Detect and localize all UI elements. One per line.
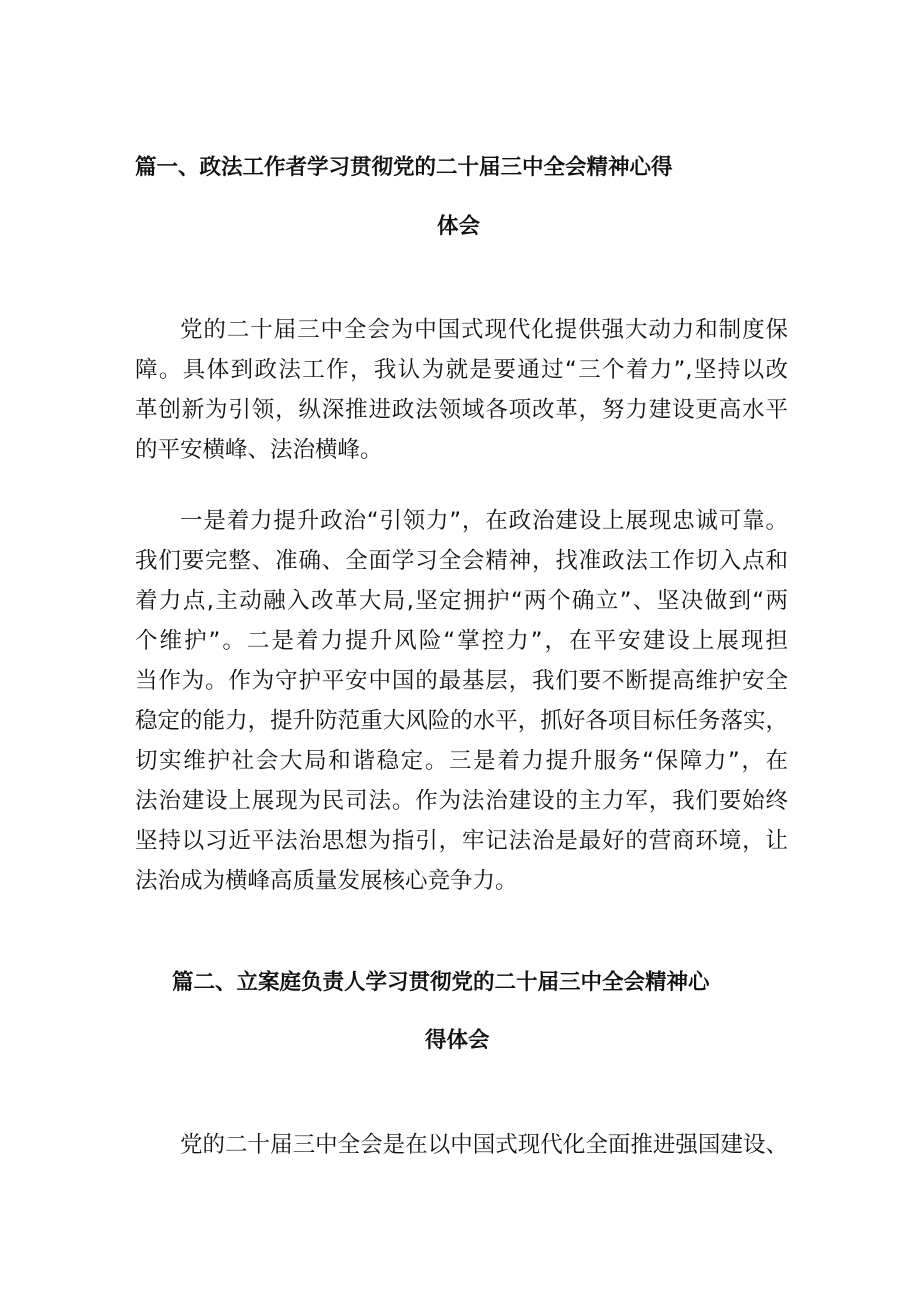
paragraph-line: 的平安横峰、法治横峰。 (135, 437, 383, 463)
paragraph-line: 当作为。作为守护平安中国的最基层，我们要不断提高维护安全 (135, 668, 788, 694)
paragraph-line: 党的二十届三中全会为中国式现代化提供强大动力和制度保 (180, 317, 788, 343)
paragraph-line: 法治成为横峰高质量发展核心竞争力。 (135, 868, 518, 894)
paragraph-line: 障。具体到政法工作，我认为就是要通过“三个着力”,坚持以改 (135, 357, 788, 383)
paragraph-line: 法治建设上展现为民司法。作为法治建设的主力军，我们要始终 (135, 788, 788, 814)
paragraph-line: 革创新为引领，纵深推进政法领域各项改革，努力建设更高水平 (135, 397, 788, 423)
section2-title-line1: 篇二、立案庭负责人学习贯彻党的二十届三中全会精神心 (172, 970, 710, 995)
section1-title-line1: 篇一、政法工作者学习贯彻党的二十届三中全会精神心得 (135, 155, 673, 180)
paragraph-line: 切实维护社会大局和谐稳定。三是着力提升服务“保障力”，在 (135, 748, 788, 774)
paragraph-line: 稳定的能力，提升防范重大风险的水平，抓好各项目标任务落实， (135, 708, 788, 734)
paragraph-line: 坚持以习近平法治思想为指引，牢记法治是最好的营商环境，让 (135, 828, 788, 854)
paragraph-line: 党的二十届三中全会是在以中国式现代化全面推进强国建设、 (180, 1132, 788, 1158)
paragraph-line: 我们要完整、准确、全面学习全会精神，找准政法工作切入点和 (135, 548, 788, 574)
section1-title-line2: 体会 (437, 214, 481, 239)
section2-title-line2: 得体会 (425, 1028, 490, 1053)
paragraph-line: 一是着力提升政治“引领力”，在政治建设上展现忠诚可靠。 (180, 508, 788, 534)
paragraph-line: 个维护”。二是着力提升风险“掌控力”，在平安建设上展现担 (135, 628, 788, 654)
paragraph-line: 着力点,主动融入改革大局,坚定拥护“两个确立”、坚决做到“两 (135, 588, 788, 614)
